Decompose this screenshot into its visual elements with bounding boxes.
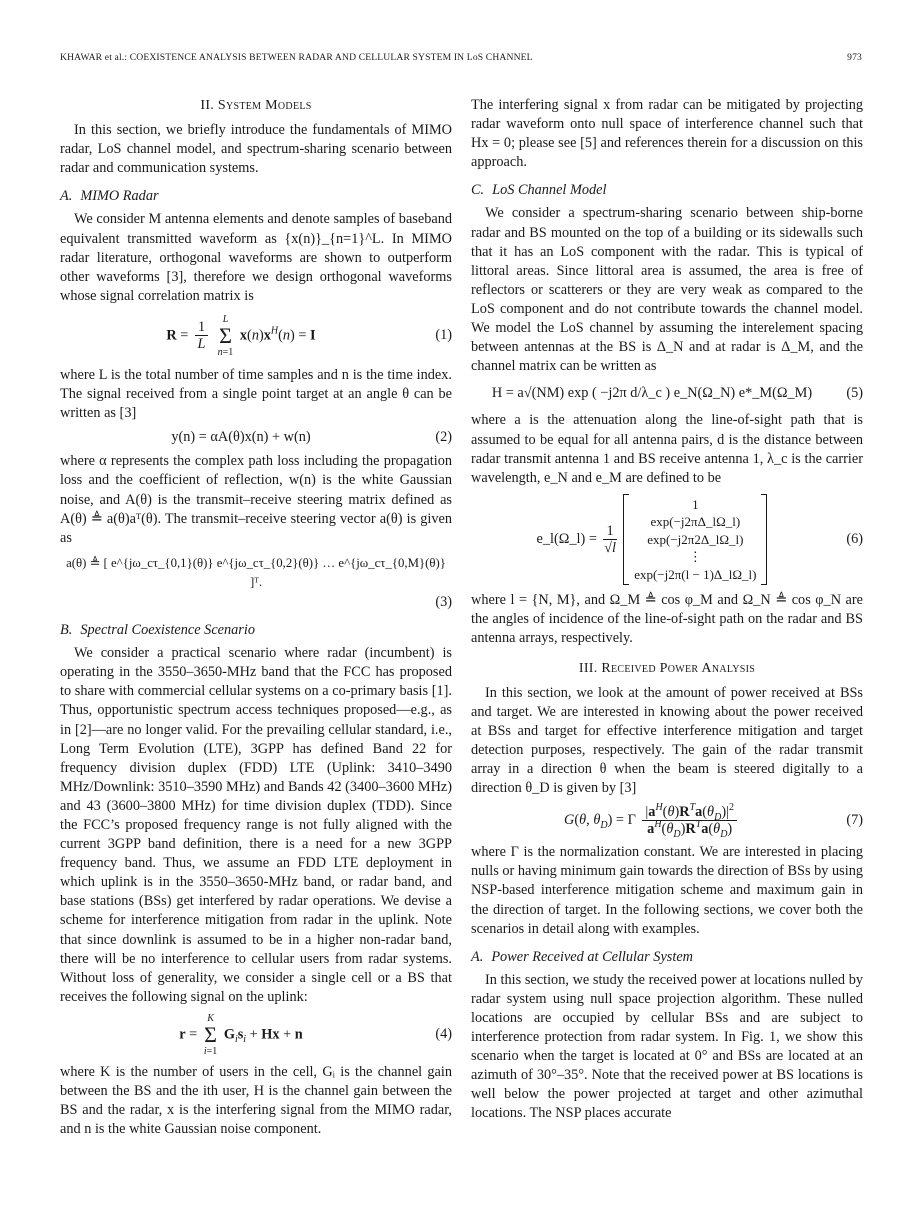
- subsection-letter: A.: [471, 948, 484, 965]
- paragraph-power-2: where Γ is the normalization constant. We are interested in placing nulls or having minimum gain towards the direction of BSs by using NSP-based interference mitigation scheme and maximum gain in the direction of target. In the following sections, we cover both the scenarios in detail along with examples.: [471, 844, 863, 937]
- running-title: KHAWAR et al.: COEXISTENCE ANALYSIS BETWEEN RADAR AND CELLULAR SYSTEM IN LoS CHANNEL: [60, 52, 533, 63]
- equation-2-number: (2): [435, 429, 452, 446]
- equation-4-body: r = K Σ i=1 $G_is_i + Hx + n$: [179, 1012, 303, 1057]
- paragraph-mimo-1: We consider M antenna elements and denote samples of baseband equivalent transmitted waveform as {x(n)}_{n=1}^L. In MIMO radar literature, orthogonal waveforms are shown to outperform other waveforms [3], therefore we design orthogonal waveforms whose signal correlation matrix is: [60, 211, 452, 304]
- equation-3-number: (3): [435, 593, 452, 610]
- subsection-heading-spectral-coexistence: [60, 621, 452, 640]
- equation-7-body: G(θ, $\theta_D) = \Gamma$ $\frac{|a^H(\theta)R^Ta(\theta_D)|^2}{a^H(\theta_D)R^Ta(\theta_D)}$: [471, 804, 833, 837]
- page-number: 973: [847, 52, 862, 63]
- equation-3: [60, 554, 452, 592]
- equation-2: [60, 428, 452, 447]
- equation-7-number: (7): [846, 812, 863, 829]
- subsection-title: MIMO Radar: [80, 188, 159, 205]
- equation-6-vector: [623, 494, 767, 586]
- equation-2-body: y(n) = αA(θ)x(n) + w(n): [171, 429, 311, 446]
- paragraph-coexistence-1: We consider a practical scenario where radar (incumbent) is operating in the 3550–3650-MHz band that the FCC has proposed to share with commercial cellular systems on a co-primary basis [1]. Thus, opportunistic spectrum access techniques proposed—e.g., as in [2]—are no longer valid. For the prevailing cellular standard, i.e., Long Term Evolution (LTE), 3GPP has defined Band 22 for frequency division duplex (FDD) LTE (Uplink: 3410–3490 MHz/Downlink: 3510–3590 MHz) and Bands 42 (3400–3600 MHz) and 43 (3600–3800 MHz) for time division duplex (TDD). Since the FCC’s proposed frequency range is not fully aligned with the current 3GPP band definition, there is a need for a new 3GPP frequency band. Thus, we assume an FDD LTE deployment in which uplink is in the 3550–3650-MHz band, or radar band, and base stations (BSs) get interfered by radar operations. We devise a scheme for interference mitigation from radar in the uplink. Note that since downlink is assumed to be in a higher non-radar band, there will be no interference to cellular users from radar systems. Without loss of generality, we consider a single cell or a BS that receives the following signal on the uplink:: [60, 645, 452, 1005]
- equation-5-number: (5): [846, 385, 863, 402]
- right-column: [471, 96, 863, 1124]
- equation-7: [471, 802, 863, 841]
- subsection-title: LoS Channel Model: [492, 182, 607, 199]
- equation-1-body: R = $\frac{1}{L}$ L Σ n=1 $x(n)x^H(n) = I$: [166, 313, 316, 358]
- equation-6-lhs: e_l(Ω_l) =: [536, 530, 597, 547]
- left-column: [60, 96, 452, 1139]
- vector-entry: exp(−j2π2Δ_lΩ_l): [647, 531, 744, 547]
- paragraph-coexistence-2: where K is the number of users in the cell, Gᵢ is the channel gain between the BS and the ith user, H is the channel gain between the BS and the radar, x is the interfering signal from the MIMO radar, and n is the white Gaussian noise component.: [60, 1063, 452, 1138]
- subsection-letter: C.: [471, 182, 485, 199]
- subsection-letter: A.: [60, 188, 73, 205]
- equation-1-number: (1): [435, 327, 452, 344]
- equation-4-number: (4): [435, 1026, 452, 1043]
- intro-paragraph: In this section, we briefly introduce the fundamentals of MIMO radar, LoS channel model, and spectrum-sharing scenario between radar and communication systems.: [60, 122, 452, 177]
- paragraph-mimo-3: where α represents the complex path loss including the propagation loss and the coefficient of reflection, w(n) is the white Gaussian noise, and A(θ) is the transmit–receive steering matrix defined as A(θ) ≜ a(θ)aᵀ(θ). The transmit–receive steering vector a(θ) is given as: [60, 453, 452, 546]
- paragraph-power-1: In this section, we look at the amount of power received at BSs and target. We are interested in knowing about the power received at BSs and target for effective interference mitigation and target detection purposes, respectively. The gain of the radar transmit array in a direction θ when the beam is steered digitally to a direction θ_D is given by [3]: [471, 684, 863, 797]
- paragraph-los-1: We consider a spectrum-sharing scenario between ship-borne radar and BS mounted on the top of a building or its sidewalls such that it has an LoS component with the radar. This is typical of littoral areas. Since littoral area is assumed, the area is free of reflectors or scatterers or they are very weak as compared to the LoS component and do not contribute towards the channel model. We model the LoS channel by assuming the interelement spacing between antennas at the BS is Δ_N and at radar is Δ_M, and the channel matrix can be written as: [471, 205, 863, 375]
- equation-4: [60, 1013, 452, 1057]
- subsection-heading-los-channel: [471, 181, 863, 200]
- subsection-heading-mimo-radar: [60, 187, 452, 206]
- subsection-letter: B.: [60, 622, 73, 639]
- paragraph-interference: The interfering signal x from radar can be mitigated by projecting radar waveform onto null space of interference channel such that Hx = 0; please see [5] and references therein for a discussion on this approach.: [471, 97, 863, 171]
- equation-3-body: a(θ) ≜ [ e^{jω_cτ_{0,1}(θ)} e^{jω_cτ_{0,2}(θ)} … e^{jω_cτ_{0,M}(θ)} ]ᵀ.: [66, 555, 446, 589]
- equation-6-number: (6): [846, 530, 863, 547]
- vector-entry: 1: [692, 496, 699, 512]
- paragraph-power-3: In this section, we study the received power at locations nulled by radar system using null space projection algorithm. These nulled locations are occupied by cellular BSs and are subject to interference protection from radar system. In Fig. 1, we show this scenario when the target is located at 0° and BSs are located at an azimuth of 30°–35°. Note that the received power at BS locations is well below the power projected at target and other azimuthal locations. The NSP places accurate: [471, 971, 863, 1122]
- equation-1: [60, 314, 452, 358]
- running-head: [60, 52, 862, 63]
- subsection-heading-cellular-power: [471, 948, 863, 967]
- subsection-title: Power Received at Cellular System: [491, 948, 693, 965]
- subsection-title: Spectral Coexistence Scenario: [80, 622, 255, 639]
- equation-5: [471, 384, 863, 403]
- paragraph-los-2: where a is the attenuation along the line-of-sight path that is assumed to be equal for all antenna pairs, d is the distance between radar transmit antenna 1 and BS receive antenna 1, λ_c is the carrier wavelength, e_N and e_M are defined to be: [471, 412, 863, 486]
- section-title-system-models: II. System Models: [200, 98, 312, 113]
- equation-6-body: e_l(Ω_l) = $\frac{1}{√l}$ 1 exp(−j2πΔ_lΩ_l) exp(−j2π2Δ_lΩ_l) ⋮ exp(−j2π(l − 1)Δ_lΩ_l): [471, 494, 833, 586]
- vector-entry: exp(−j2πΔ_lΩ_l): [650, 514, 741, 530]
- vector-entry: exp(−j2π(l − 1)Δ_lΩ_l): [634, 566, 757, 582]
- paragraph-mimo-2: where L is the total number of time samples and n is the time index. The signal received from a single point target at an angle θ can be written as [3]: [60, 366, 452, 422]
- section-title-received-power: III. Received Power Analysis: [578, 660, 756, 676]
- equation-5-body: H = a√(NM) exp ( −j2π d/λ_c ) e_N(Ω_N) e*_M(Ω_M): [491, 385, 813, 402]
- equation-6: [471, 494, 863, 586]
- vector-entry: ⋮: [688, 549, 702, 565]
- paragraph-los-3: where l = {N, M}, and Ω_M ≜ cos φ_M and Ω_N ≜ cos φ_N are the angles of incidence of the line-of-sight path on the radar and BS antenna arrays, respectively.: [471, 592, 863, 647]
